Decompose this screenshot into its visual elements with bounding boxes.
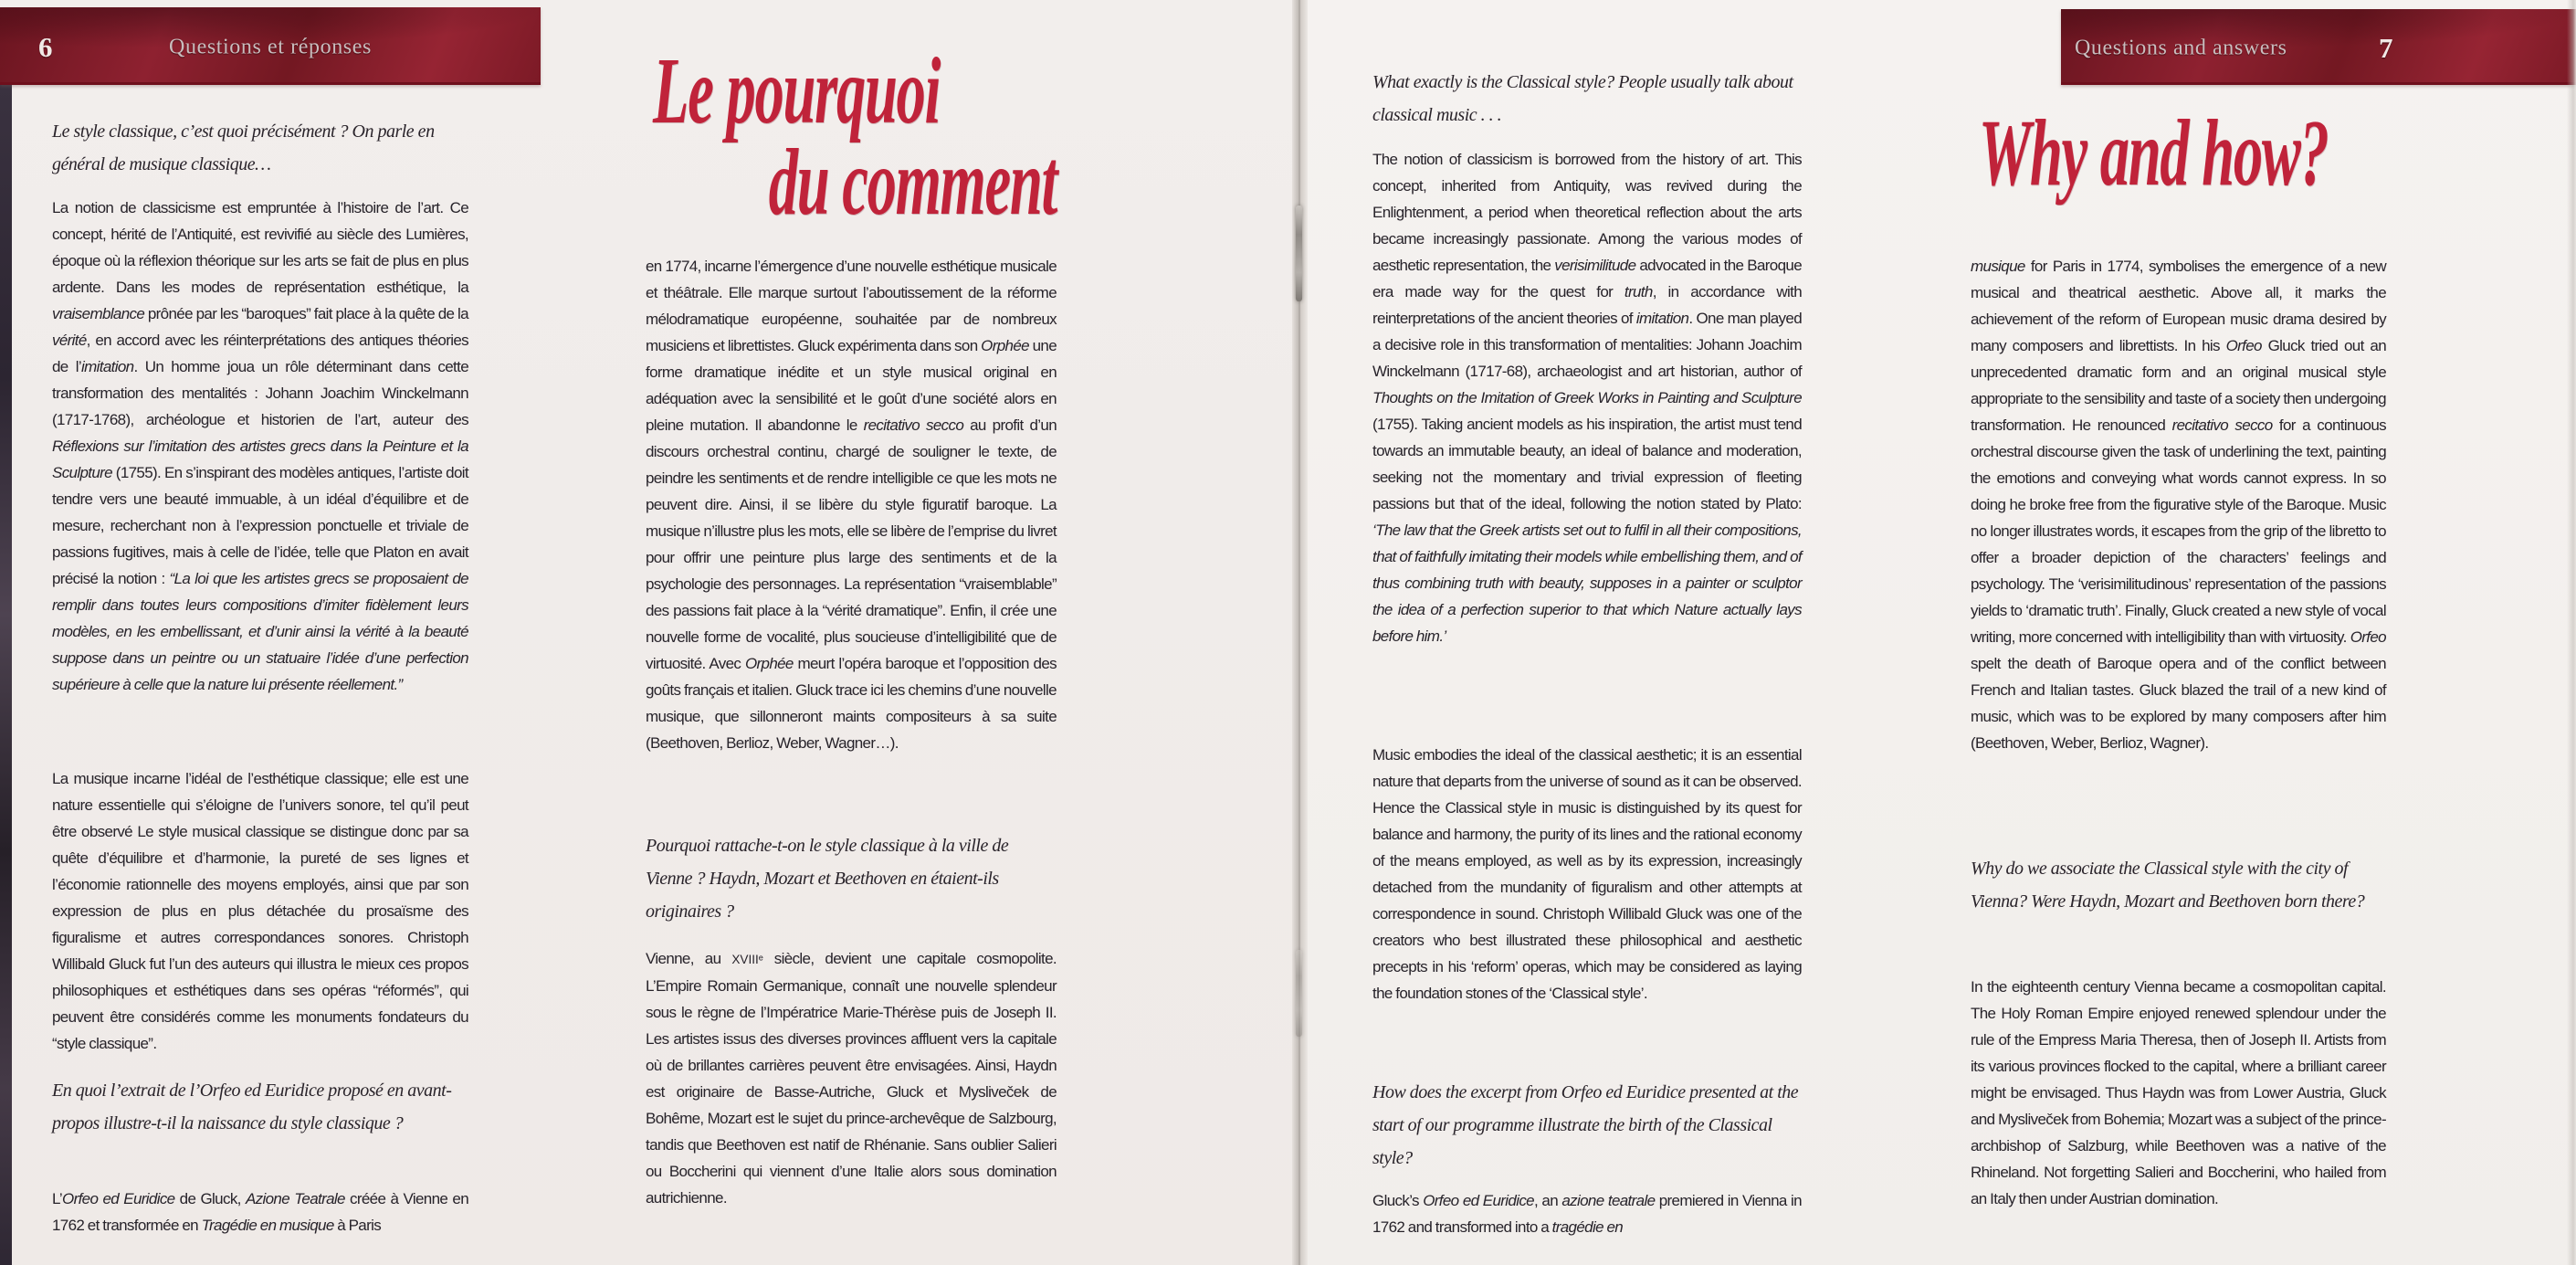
paragraph-fr-5: Vienne, au XVIIIᵉ siècle, devient une capitale cosmopolite. L’Empire Romain Germanique, connaît une nouvelle splendeur sous le règne de l’Impératrice Marie-Thérèse puis de Joseph II. Les artistes issus des diverses provinces affluent vers la capitale où de brillantes carrières peuvent être envisagées. Ainsi, Haydn est originaire de Basse-Autriche, Gluck et Mysliveček de Bohême, Mozart est le sujet du prince-archevêque de Salzbourg, tandis que Beethoven est natif de Rhénanie. Sans oublier Salieri ou Boccherini qui viennent d’une Italie alors sous domination autrichienne. [646, 950, 1057, 1207]
scan-edge-strip [0, 82, 12, 1265]
question-heading-fr-1: Le style classique, c’est quoi précisément ? On parle en général de musique classique… [52, 121, 435, 174]
paragraph-fr-3: L’Orfeo ed Euridice de Gluck, Azione Teatrale créée à Vienne en 1762 et transformée en Tragédie en musique à Paris [52, 1190, 468, 1234]
section-title-english-line1: Why and how? [1978, 100, 2329, 206]
paragraph-en-2: Music embodies the ideal of the classical aesthetic; it is an essential nature that departs from the universe of sound as it can be observed. Hence the Classical style in music is distinguished by its quest for balance and harmony, the purity of its lines and the rational economy of the means employed, as well as by its expression, increasingly detached from the mundanity of figuralism and other attempts at correspondence in sound. Christoph Willibald Gluck was one of the creators who best illustrated these philosophical and aesthetic precepts in his ‘reform’ operas, which may be considered as laying the foundation stones of the ‘Classical style’. [1372, 746, 1802, 1002]
staple-top [1296, 206, 1302, 301]
paragraph-en-3: Gluck’s Orfeo ed Euridice, an azione teatrale premiered in Vienna in 1762 and transformed into a tragédie en [1372, 1192, 1802, 1236]
section-title-french-line1: Le pourquoi [653, 38, 941, 143]
paragraph-fr-2: La musique incarne l’idéal de l’esthétique classique; elle est une nature essentielle qui s’éloigne de l’univers sonore, tel qu’il peut être observé Le style musical classique se distingue donc par sa quête d’équilibre et d’harmonie, la pureté de ses lignes et l’économie rationnelle des moyens employés, ainsi que par son expression de plus en plus détachée du prosaïsme des figuralisme et autres correspondances sonores. Christoph Willibald Gluck fut l’un des auteurs qui illustra le mieux ces propos philosophiques et esthétiques dans ses opéras “réformés”, qui peuvent être considérés comme les monuments fondateurs du “style classique”. [52, 770, 468, 1052]
banner-title-left: Questions et réponses [169, 35, 372, 59]
paragraph-fr-4: en 1774, incarne l’émergence d’une nouvelle esthétique musicale et théâtrale. Elle marque surtout l’aboutissement de la réforme mélodramatique européenne, souhaitée par de nombreux musiciens et librettistes. Gluck expérimenta dans son Orphée une forme dramatique inédite et un style musical original en adéquation avec la sensibilité et le goût d’une société alors en pleine mutation. Il abandonne le recitativo secco au profit d’un discours orchestral continu, chargé de souligner le texte, de peindre les sentiments et de rendre intelligible ce que les mots ne peuvent dire. Ainsi, il se libère du style figuratif baroque. La musique n’illustre plus les mots, elle se libère de l’emprise du livret pour offrir une peinture plus large des sentiments et de la psychologie des personnages. La représentation “vraisemblable” des passions fait place à la “vérité dramatique”. Enfin, il crée une nouvelle forme de vocalité, plus soucieuse d’intelligibilité que de virtuosité. Avec Orphée meurt l’opéra baroque et l’opposition des goûts français et italien. Gluck trace ici les chemins d’une nouvelle musique, que sillonneront maints compositeurs à sa suite (Beethoven, Berlioz, Weber, Wagner…). [646, 258, 1057, 752]
page-right [1308, 0, 2576, 1265]
section-title-french [646, 38, 1057, 235]
paragraph-fr-1: La notion de classicisme est empruntée à l’histoire de l’art. Ce concept, hérité de l’Antiquité, est revivifié au siècle des Lumières, époque où la réflexion théorique sur les arts se fait de plus en plus ardente. Dans les modes de représentation esthétique, la vraisemblance prônée par les “baroques” fait place à la quête de la vérité, en accord avec les réinterprétations des antiques théories de l’imitation. Un homme joua un rôle déterminant dans cette transformation des mentalités : Johann Joachim Winckelmann (1717-1768), archéologue et historien de l’art, auteur des Réflexions sur l’imitation des artistes grecs dans la Peinture et la Sculpture (1755). En s’inspirant des modèles antiques, l’artiste doit tendre vers une beauté immuable, à un idéal d’équilibre et de mesure, recherchant non à l’expression ponctuelle et triviale de passions fugitives, mais à celle de l’idée, telle que Platon en avait précisé la notion : “La loi que les artistes grecs se proposaient de remplir dans toutes leurs compositions d’imiter fidèlement leurs modèles, en les embellissant, et d’unir ainsi la vérité à la beauté suppose dans un peintre ou un statuaire l’idée d’une perfection supérieure à celle que la nature lui présente réellement.” [52, 199, 468, 693]
scan-right-edge [2567, 0, 2576, 1265]
page-number-right: 7 [2379, 31, 2393, 64]
header-banner-left [0, 7, 541, 85]
paragraph-en-4: musique for Paris in 1774, symbolises the emergence of a new musical and theatrical aesthetic. Above all, it marks the achievement of the reform of European music drama desired by many composers and librettists. In his Orfeo Gluck tried out an unprecedented dramatic form and an original musical style appropriate to the sensibility and taste of a society then undergoing transformation. He renounced recitativo secco for a continuous orchestral discourse given the task of underlining the text, painting the emotions and conveying what words cannot express. In so doing he broke free from the figurative style of the Baroque. Music no longer illustrates words, it escapes from the grip of the libretto to offer a broader depiction of the characters’ feelings and psychology. The ‘verisimilitudinous’ representation of the passions yields to ‘dramatic truth’. Finally, Gluck created a new style of vocal writing, more concerned with intelligibility than with virtuosity. Orfeo spelt the death of Baroque opera and of the conflict between French and Italian tastes. Gluck blazed the trail of a new kind of music, which was to be explored by many composers after him (Beethoven, Weber, Berlioz, Wagner). [1971, 258, 2387, 752]
fold-line [1299, 0, 1300, 1265]
header-banner-right [2061, 9, 2576, 85]
staple-bottom [1296, 950, 1302, 1037]
section-title-english [1972, 100, 2392, 206]
question-heading-fr-2: En quoi l’extrait de l’Orfeo ed Euridice proposé en avant-propos illustre-t-il la naissance du style classique ? [52, 1081, 452, 1133]
paragraph-en-1: The notion of classicism is borrowed from the history of art. This concept, inherited from Antiquity, was revived during the Enlightenment, a period when theoretical reflection about the arts became increasingly passionate. Among the various modes of aesthetic representation, the verisimilitude advocated in the Baroque era made way for the quest for truth, in accordance with reinterpretations of the ancient theories of imitation. One man played a decisive role in this transformation of mentalities: Johann Joachim Winckelmann (1717-68), archaeologist and art historian, author of Thoughts on the Imitation of Greek Works in Painting and Sculpture (1755). Taking ancient models as his inspiration, the artist must tend towards an immutable beauty, an ideal of balance and moderation, seeking not the momentary and trivial expression of fleeting passions but that of the ideal, following the notion stated by Plato: ‘The law that the Greek artists set out to fulfil in all their compositions, that of faithfully imitating their models while embellishing them, and of thus combining truth with beauty, supposes in a painter or sculptor the idea of a perfection superior to that which Nature actually lays before him.’ [1372, 151, 1803, 645]
question-heading-en-3: Why do we associate the Classical style with the city of Vienna? Were Haydn, Mozart and Beethoven born there? [1971, 859, 2365, 912]
page-gutter [1292, 0, 1308, 1265]
paragraph-en-5: In the eighteenth century Vienna became a cosmopolitan capital. The Holy Roman Empire enjoyed renewed splendour under the rule of the Empress Maria Theresa, then of Joseph II. Artists from its various provinces flocked to the capital, where a brilliant career might be envisaged. Thus Haydn was from Lower Austria, Gluck and Mysliveček from Bohemia; Mozart was a subject of the prince-archbishop of Salzburg, while Beethoven was a native of the Rhineland. Not forgetting Salieri and Boccherini, who hailed from an Italy then under Austrian domination. [1971, 978, 2386, 1207]
page-number-left: 6 [38, 30, 53, 63]
question-heading-fr-3: Pourquoi rattache-t-on le style classique à la ville de Vienne ? Haydn, Mozart et Beethoven en étaient-ils originaires ? [646, 836, 1009, 922]
banner-title-right: Questions and answers [2075, 36, 2287, 60]
question-heading-en-1: What exactly is the Classical style? People usually talk about classical music . . . [1372, 72, 1793, 125]
question-heading-en-2: How does the excerpt from Orfeo ed Euridice presented at the start of our programme illustrate the birth of the Classical style? [1372, 1082, 1799, 1168]
section-title-french-line2: du comment [768, 130, 1057, 235]
